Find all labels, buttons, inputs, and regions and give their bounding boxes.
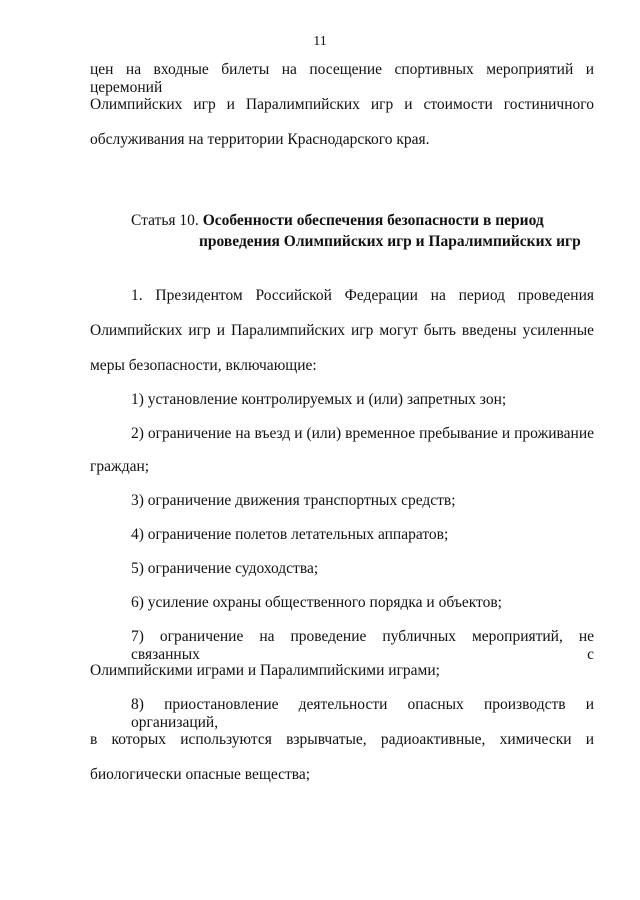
article-prefix: Статья 10.	[131, 212, 199, 229]
list-item-7-line-2: Олимпийскими играми и Паралимпийскими играми;	[90, 662, 440, 679]
list-item-5: 5) ограничение судоходства;	[131, 560, 319, 577]
list-item-8-line-2: в которых используются взрывчатые, радиоактивные, химически и	[90, 731, 594, 748]
intro-line-3: обслуживания на территории Краснодарского края.	[90, 131, 430, 148]
list-item-2-line-1: 2) ограничение на въезд и (или) временное пребывание и проживание	[131, 425, 594, 442]
list-item-7-line-1: 7) ограничение на проведение публичных мероприятий, не связанных с	[131, 628, 594, 663]
paragraph1-line-1: 1. Президентом Российской Федерации на период проведения	[131, 287, 594, 304]
article-title-line-2: проведения Олимпийских игр и Паралимпийских игр	[199, 233, 581, 250]
list-item-8-line-1: 8) приостановление деятельности опасных производств и организаций,	[131, 696, 594, 731]
paragraph1-line-3: меры безопасности, включающие:	[90, 357, 317, 374]
list-item-1: 1) установление контролируемых и (или) запретных зон;	[131, 391, 507, 408]
article-heading	[131, 212, 544, 230]
paragraph1-line-2: Олимпийских игр и Паралимпийских игр могут быть введены усиленные	[90, 322, 594, 339]
list-item-2-line-2: граждан;	[90, 458, 150, 475]
page-number: 11	[313, 34, 327, 49]
list-item-6: 6) усиление охраны общественного порядка и объектов;	[131, 594, 502, 611]
list-item-3: 3) ограничение движения транспортных средств;	[131, 492, 456, 509]
list-item-4: 4) ограничение полетов летательных аппаратов;	[131, 526, 449, 543]
intro-line-2: Олимпийских игр и Паралимпийских игр и стоимости гостиничного	[90, 96, 594, 113]
intro-line-1: цен на входные билеты на посещение спортивных мероприятий и церемоний	[90, 61, 594, 96]
article-title-line-1: Особенности обеспечения безопасности в период	[202, 212, 544, 229]
list-item-8-line-3: биологически опасные вещества;	[90, 766, 311, 783]
